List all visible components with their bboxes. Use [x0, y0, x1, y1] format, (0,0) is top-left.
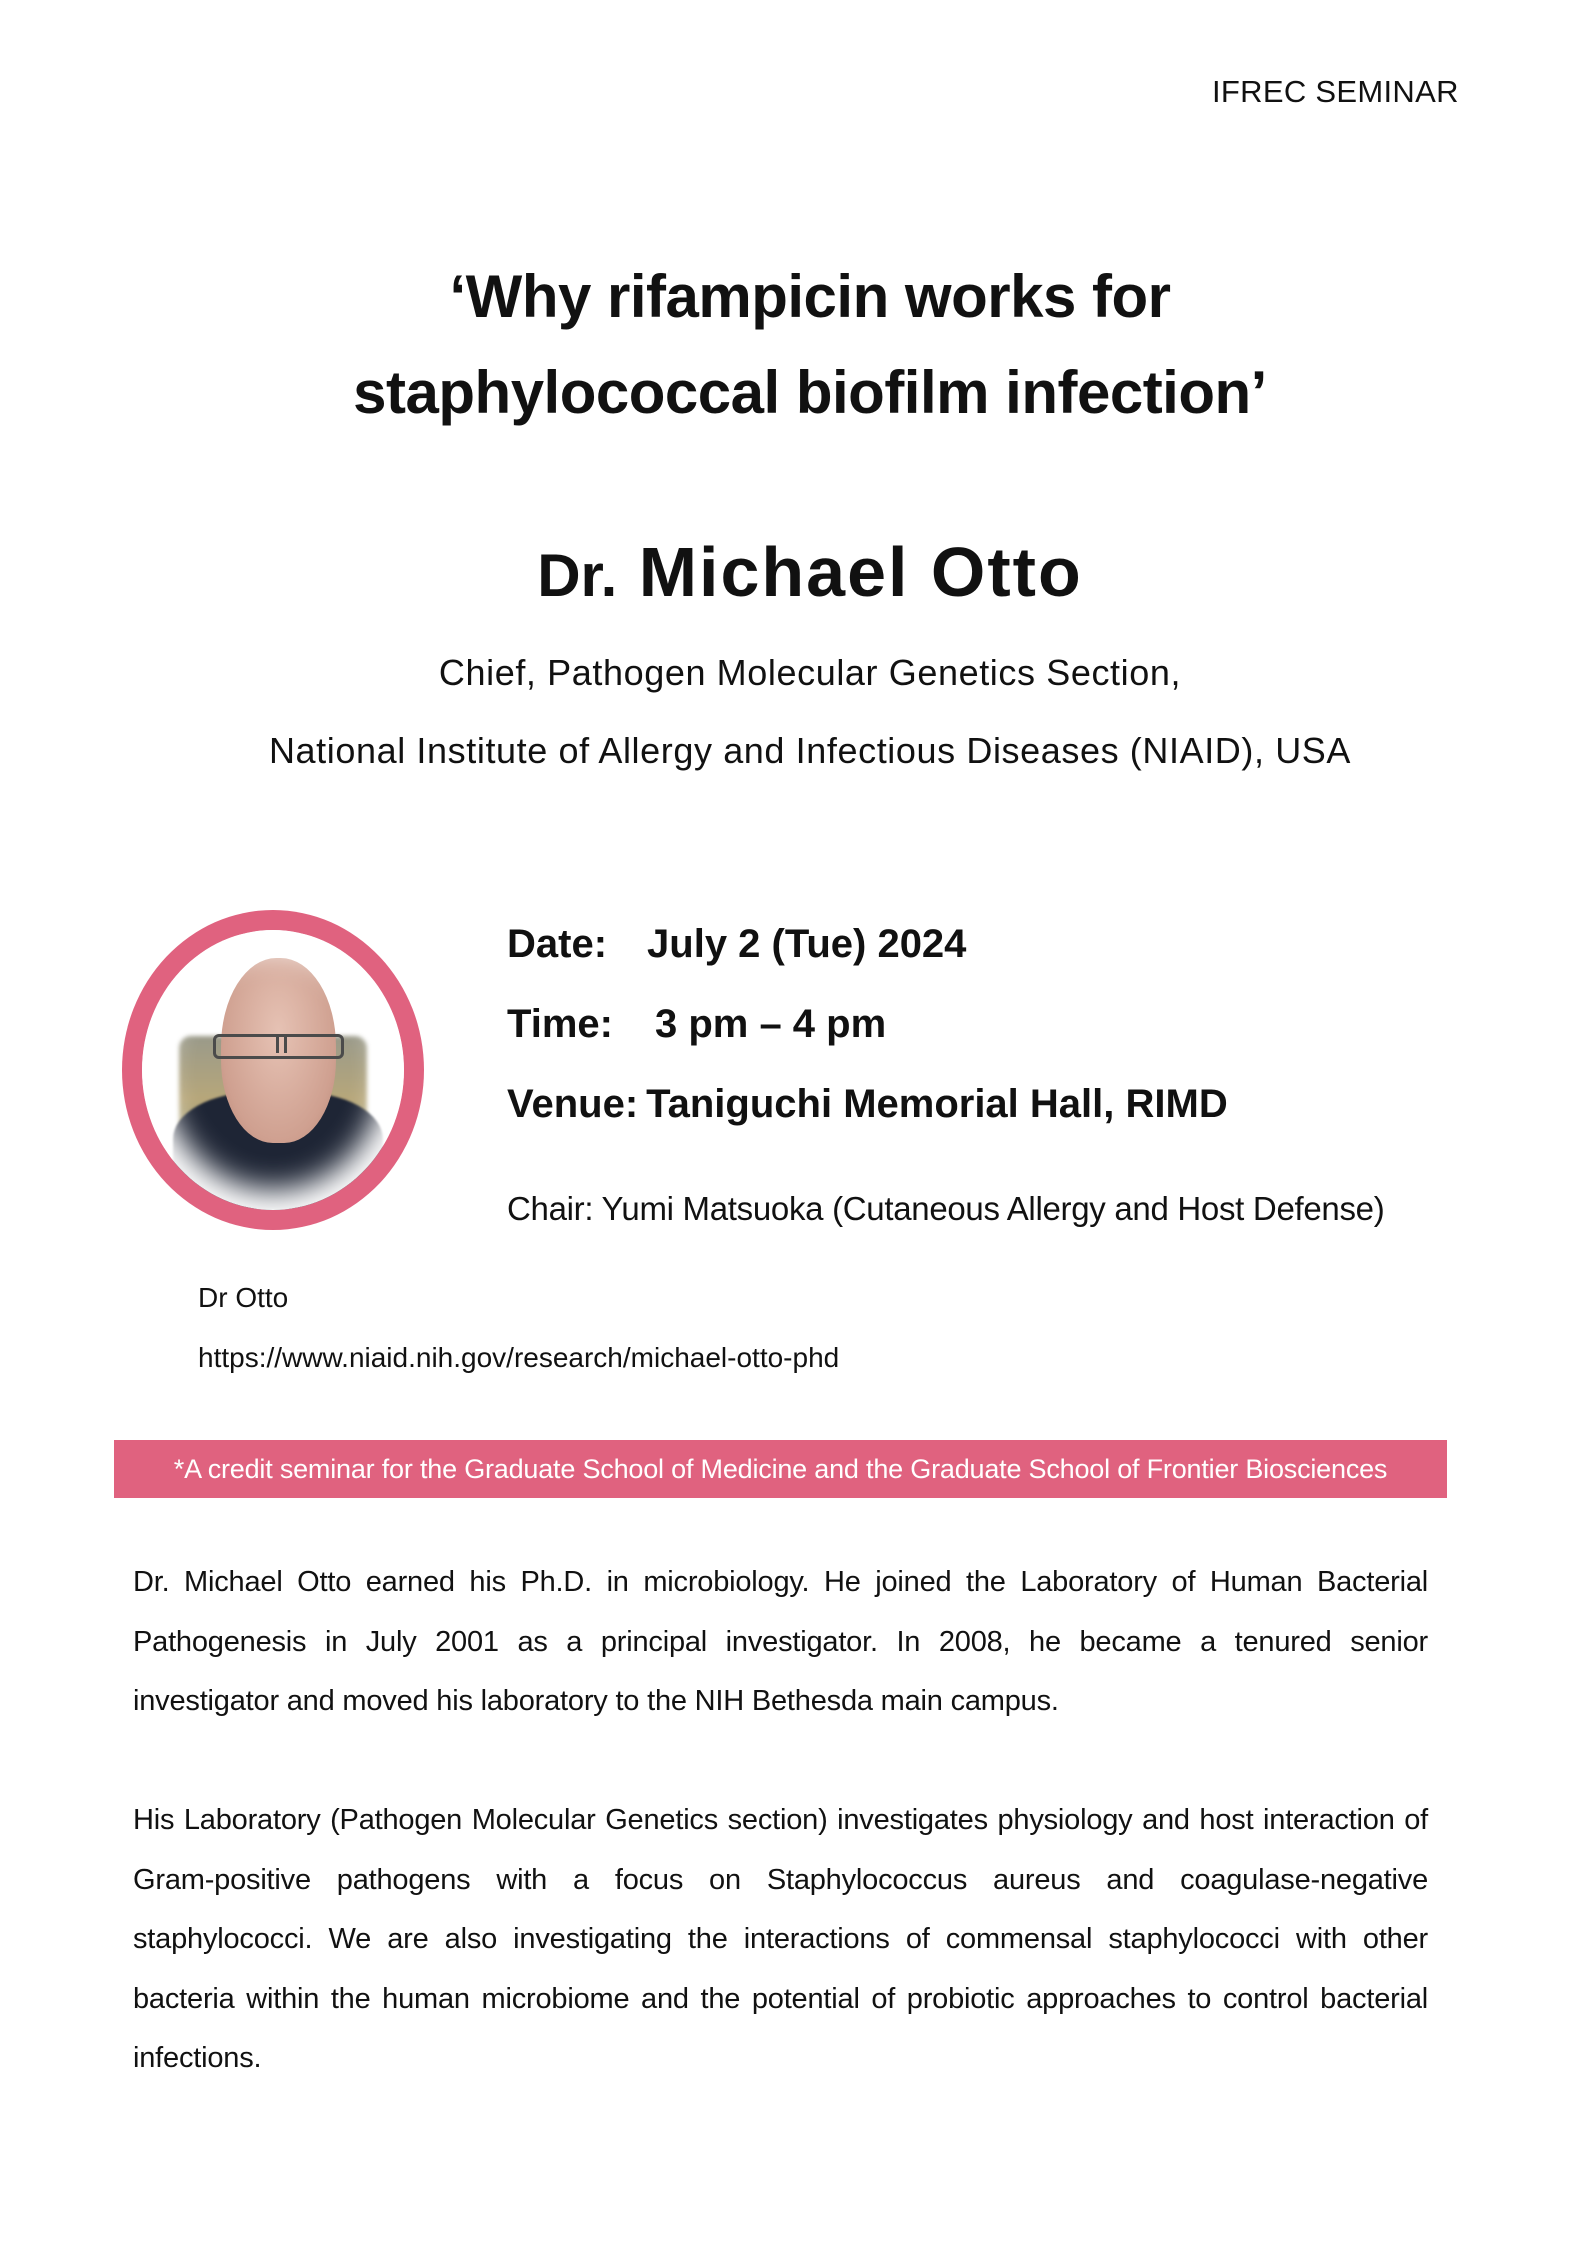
speaker-profile-link[interactable]: https://www.niaid.nih.gov/research/michael-otto-phd — [198, 1342, 840, 1373]
speaker-affiliation-line-2: National Institute of Allergy and Infectious Diseases (NIAID), USA — [268, 730, 1352, 771]
event-venue — [507, 1082, 1228, 1127]
seminar-series-label: IFREC SEMINAR — [1212, 74, 1459, 109]
speaker-affiliation-line-1: Chief, Pathogen Molecular Genetics Section, — [438, 652, 1182, 693]
photo-caption: Dr Otto — [198, 1282, 289, 1313]
bio-paragraph-2: His Laboratory (Pathogen Molecular Genetics section) investigates physiology and host interaction of Gram-positive pathogens with a focus on Staphylococcus aureus and coagulase-negative staphylococci. We are also investigating the interactions of commensal staphylococci with other bacteria within the human microbiome and the potential of probiotic approaches to control bacterial infections. — [133, 1804, 1428, 2074]
time-label: Time: — [507, 1002, 613, 1046]
speaker-photo — [142, 930, 404, 1210]
event-date — [507, 922, 966, 967]
venue-value: Taniguchi Memorial Hall, RIMD — [646, 1082, 1228, 1126]
venue-label: Venue: — [507, 1082, 639, 1126]
bio-paragraph-1: Dr. Michael Otto earned his Ph.D. in microbiology. He joined the Laboratory of Human Bacterial Pathogenesis in July 2001 as a principal investigator. In 2008, he became a tenured senior investigator and moved his laboratory to the NIH Bethesda main campus. — [133, 1566, 1428, 1717]
event-chair: Chair: Yumi Matsuoka (Cutaneous Allergy and Host Defense) — [507, 1190, 1385, 1227]
speaker-name — [0, 532, 1575, 612]
speaker-photo-frame — [122, 910, 424, 1230]
speaker-prefix: Dr. — [537, 542, 618, 609]
time-value: 3 pm – 4 pm — [654, 1002, 887, 1046]
photo-vignette — [142, 930, 404, 1210]
date-value: July 2 (Tue) 2024 — [647, 922, 967, 966]
talk-title-line-2: staphylococcal biofilm infection’ — [353, 359, 1267, 426]
speaker-full-name: Michael Otto — [638, 533, 1083, 611]
talk-title-line-1: ‘Why rifampicin works for — [449, 263, 1171, 330]
credit-seminar-banner: *A credit seminar for the Graduate School of Medicine and the Graduate School of Frontier Biosciences — [114, 1440, 1447, 1498]
date-label: Date: — [507, 922, 608, 966]
event-time — [507, 1002, 886, 1047]
